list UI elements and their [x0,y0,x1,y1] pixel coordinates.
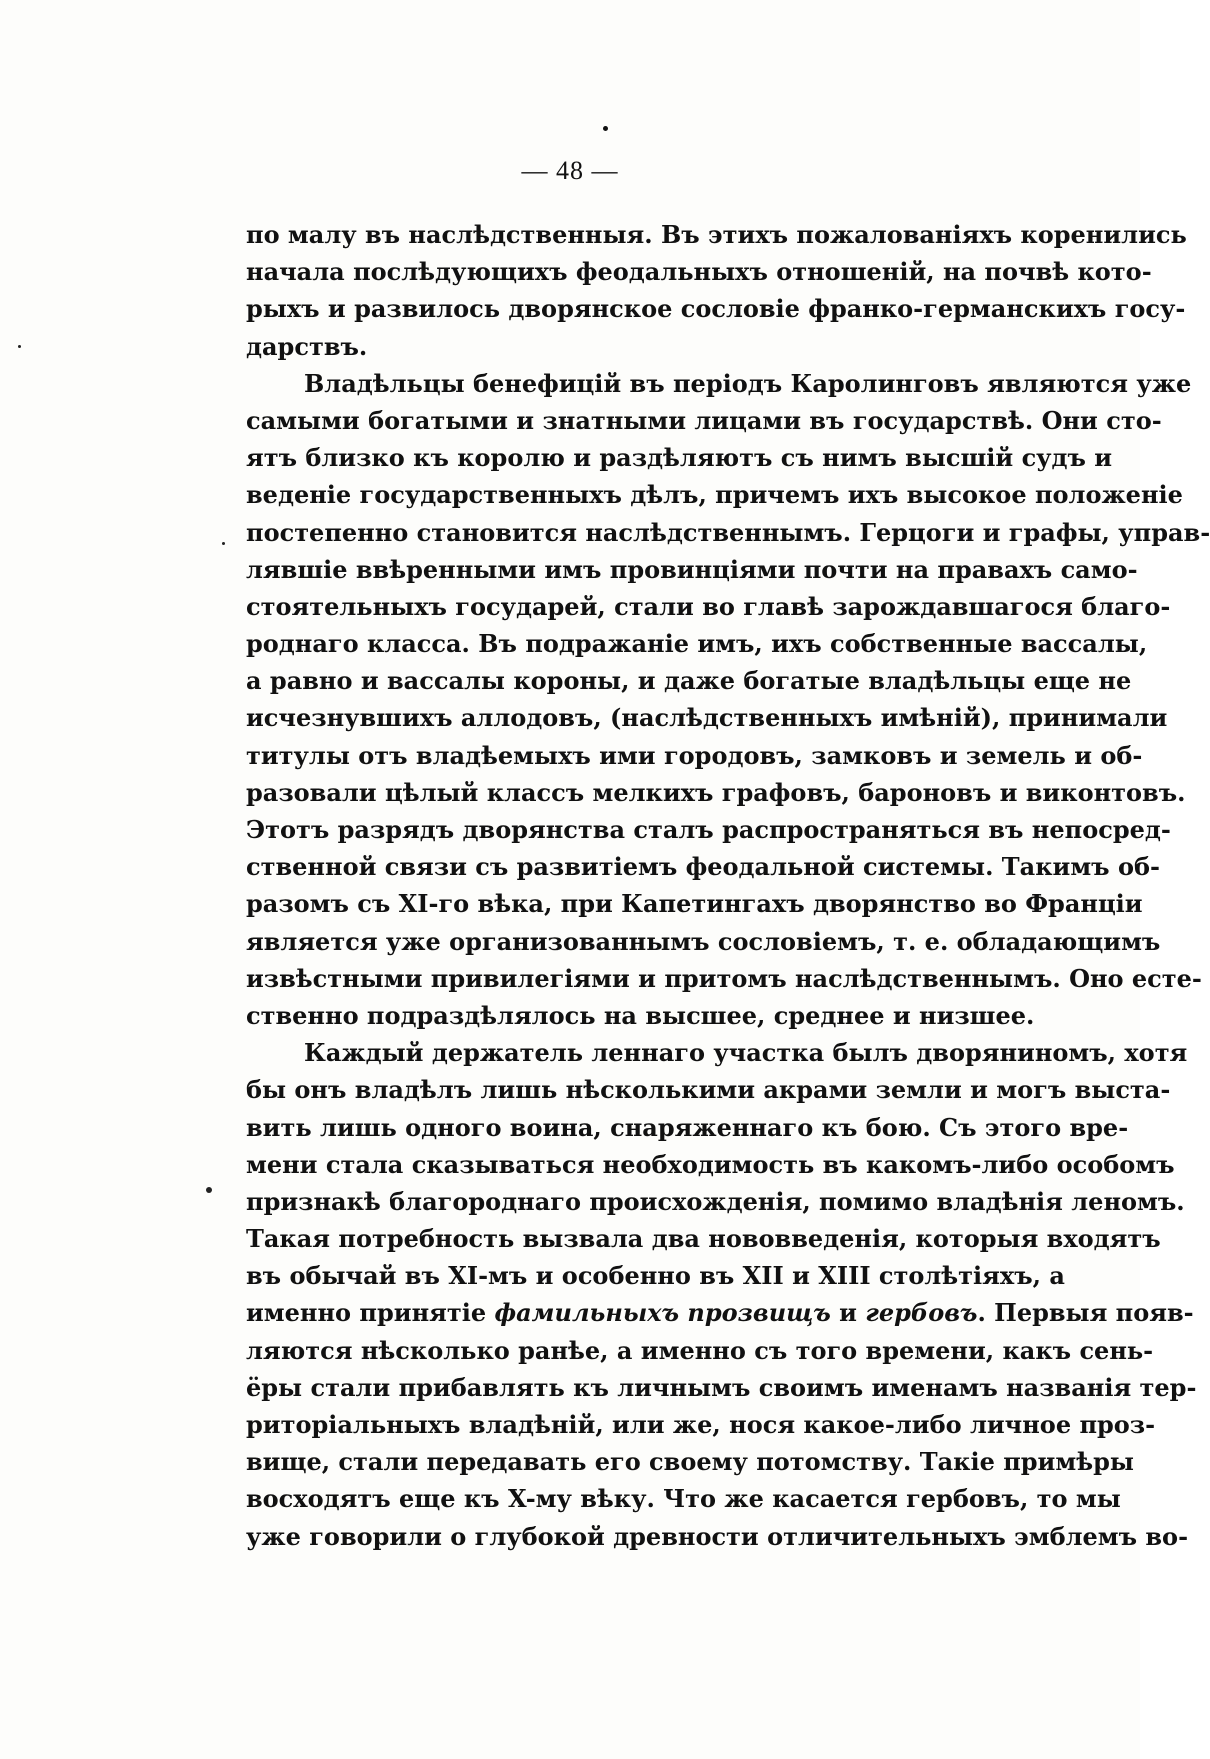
text-line [246,737,1143,774]
text-line [246,1220,1161,1257]
text-run: вить лишь одного воина, снаряженнаго къ бою. Съ этого вре- [246,1112,1129,1142]
text-line [246,588,1171,625]
text-line [246,1294,1194,1331]
text-run: ёры стали прибавлять къ личнымъ своимъ именамъ названія тер- [246,1372,1197,1402]
text-run: дарствъ. [246,331,368,361]
text-line [246,1109,1129,1146]
text-line [246,1480,1121,1517]
text-run: признакѣ благороднаго происхожденія, помимо владѣнія леномъ. [246,1186,1185,1216]
text-line [246,662,1132,699]
text-run: Этотъ разрядъ дворянства сталъ распространяться въ непосред- [246,815,1171,844]
text-run: ляются нѣсколько ранѣе, а именно съ того времени, какъ сень- [246,1335,1154,1365]
text-line [246,1332,1154,1369]
text-line [246,1034,1188,1071]
text-line [246,811,1171,848]
text-run: въ обычай въ XI-мъ и особенно въ XII и XIII столѣтіяхъ, а [246,1261,1065,1291]
text-run: самыми богатыми и знатными лицами въ государствѣ. Они сто- [246,405,1162,435]
text-line [246,402,1162,439]
text-run: ственной связи съ развитіемъ феодальной системы. Такимъ об- [246,852,1160,882]
text-line [246,699,1168,736]
text-run: веденіе государственныхъ дѣлъ, причемъ ихъ высокое положеніе [246,480,1183,510]
text-line [246,253,1152,290]
text-run: исчезнувшихъ аллодовъ, (наслѣдственныхъ имѣній), принимали [246,703,1168,733]
text-line [246,1183,1185,1220]
text-run: титулы отъ владѣемыхъ ими городовъ, замковъ и земель и об- [246,740,1143,770]
text-line [246,476,1183,513]
text-line [246,1369,1197,1406]
text-line [246,1071,1171,1108]
text-run: Владѣльцы бенефицій въ періодъ Каролинговъ являются уже [304,368,1192,398]
text-line [246,439,1113,476]
text-run: ятъ близко къ королю и раздѣляютъ съ нимъ высшій судъ и [246,443,1113,473]
text-run: роднаго класса. Въ подражаніе имъ, ихъ собственные вассалы, [246,629,1148,659]
text-run: рыхъ и развилось дворянское сословіе франко-германскихъ госу- [246,294,1186,324]
text-run: именно принятіе [246,1298,495,1328]
text-run: а равно и вассалы короны, и даже богатые владѣльцы еще не [246,666,1132,696]
text-run: является уже организованнымъ сословіемъ, т. е. обладающимъ [246,926,1161,956]
text-line [246,885,1143,922]
text-run: уже говорили о глубокой древности отличительныхъ эмблемъ во- [246,1521,1189,1551]
text-run: мени стала сказываться необходимость въ какомъ-либо особомъ [246,1149,1175,1179]
text-run: постепенно становится наслѣдственнымъ. Герцоги и графы, управ- [246,517,1210,547]
margin-speck [18,345,21,348]
text-line [246,1146,1175,1183]
text-line [246,216,1187,253]
text-run: бы онъ владѣлъ лишь нѣсколькими акрами земли и могъ выста- [246,1075,1171,1105]
text-line [246,551,1138,588]
text-line [246,290,1186,327]
text-line [246,1257,1065,1294]
text-line [246,1443,1134,1480]
text-run: . Первыя появ- [977,1298,1194,1328]
text-line [246,1406,1156,1443]
paragraph [246,365,1210,1034]
text-line [246,328,1026,365]
paragraph [246,216,1187,365]
page-number: — 48 — [521,156,619,185]
text-run: вище, стали передавать его своему потомству. Такіе примѣры [246,1447,1134,1477]
text-run: и [830,1298,866,1328]
text-run: стоятельныхъ государей, стали во главѣ зарождавшагося благо- [246,591,1171,621]
text-run: Такая потребность вызвала два нововведенія, которыя входятъ [246,1224,1161,1254]
text-run: разомъ съ XI-го вѣка, при Капетингахъ дворянство во Франціи [246,889,1143,919]
text-line [246,960,1202,997]
text-line [246,923,1161,960]
text-line [246,514,1210,551]
text-run: разовали цѣлый классъ мелкихъ графовъ, бароновъ и виконтовъ. [246,777,1186,807]
text-run: по малу въ наслѣдственныя. Въ этихъ пожалованіяхъ коренились [246,220,1187,249]
text-run: начала послѣдующихъ феодальныхъ отношеній, на почвѣ кото- [246,257,1152,287]
margin-speck [206,1187,212,1193]
text-line [246,625,1148,662]
italic-term: фамильныхъ прозвищъ [494,1298,831,1328]
text-line [246,848,1160,885]
text-line [246,997,1035,1034]
body-text [246,216,1210,1555]
ink-dot [603,126,608,131]
text-line [246,1518,1189,1555]
text-run: риторіальныхъ владѣній, или же, нося какое-либо личное проз- [246,1410,1156,1439]
text-run: восходятъ еще къ X-му вѣку. Что же касается гербовъ, то мы [246,1484,1121,1514]
italic-term: гербовъ [865,1298,978,1328]
text-run: Каждый держатель леннаго участка былъ дворяниномъ, хотя [304,1038,1188,1068]
text-line [246,774,1186,811]
margin-speck [222,542,225,545]
paragraph [246,1034,1197,1555]
text-run: ственно подраздѣлялось на высшее, среднее и низшее. [246,1000,1035,1030]
text-line [246,365,1192,402]
text-run: лявшіе ввѣренными имъ провинціями почти на правахъ само- [246,554,1138,584]
text-run: извѣстными привилегіями и притомъ наслѣдственнымъ. Оно есте- [246,963,1202,993]
